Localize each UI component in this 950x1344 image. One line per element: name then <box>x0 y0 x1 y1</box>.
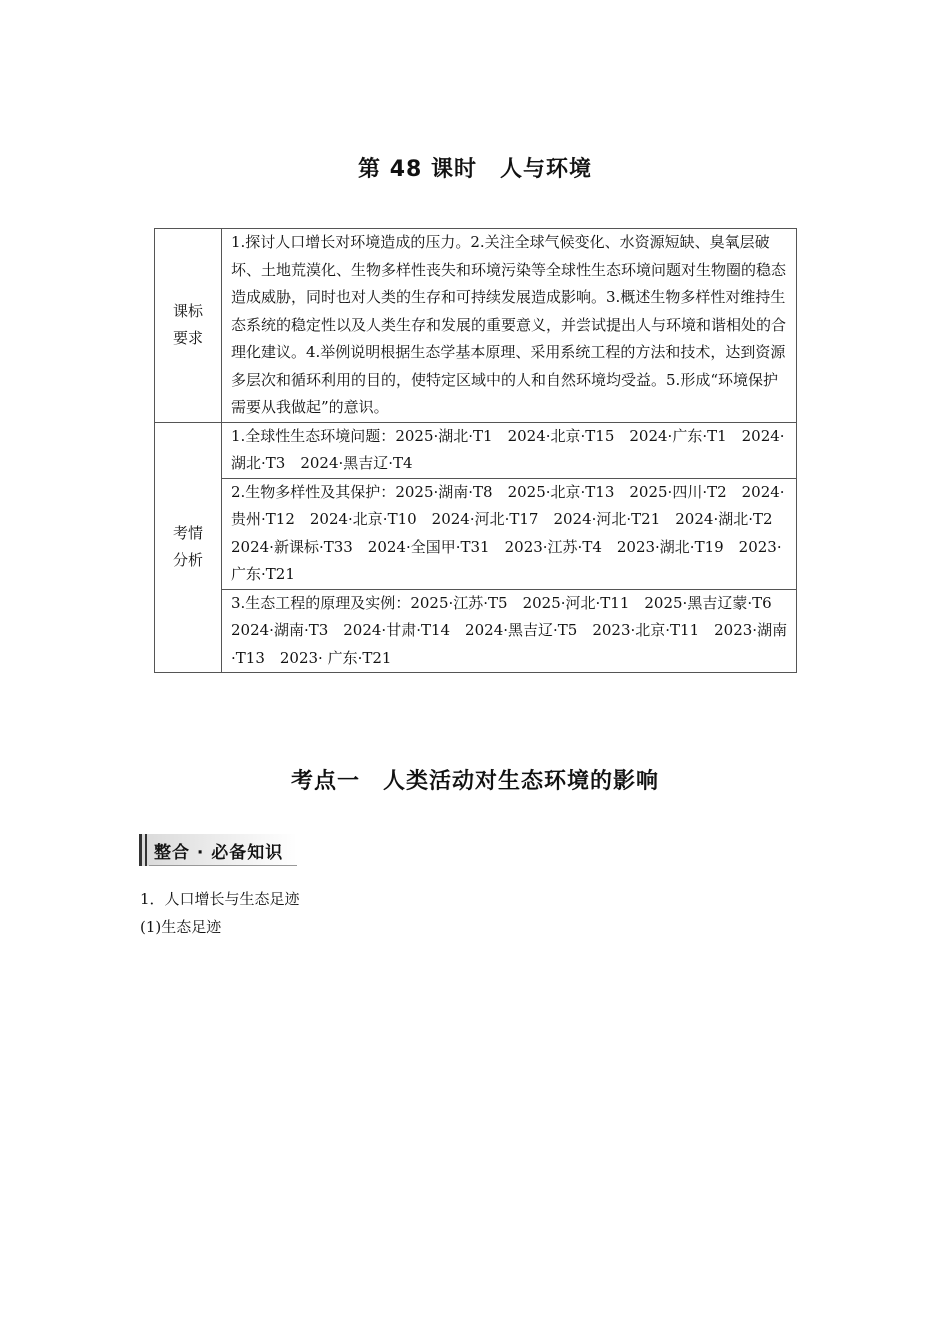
badge-text: 整合 · 必备知识 <box>154 843 284 863</box>
badge-underline <box>149 865 297 866</box>
requirement-label <box>155 229 222 423</box>
analysis-label <box>155 422 222 673</box>
table-row <box>155 589 797 673</box>
table-row <box>155 422 797 478</box>
requirements-table <box>154 228 797 673</box>
section-title: 考点一 人类活动对生态环境的影响 <box>290 769 659 794</box>
item-heading: 1．人口增长与生态足迹 <box>140 890 300 908</box>
table-row <box>155 478 797 589</box>
section-badge <box>139 834 297 866</box>
requirement-label-text: 课标 要求 <box>172 302 203 348</box>
analysis-row-3: 3.生态工程的原理及实例：2025·江苏·T5 2025·河北·T11 2025·黑吉辽蒙·T6 2024·湖南·T3 2024·甘肃·T14 2024·黑吉辽·T5 2023·北京·T11 2023·湖南·T13 2023· 广东·T21 <box>222 589 797 673</box>
analysis-label-text: 考情 分析 <box>172 524 203 570</box>
analysis-row-1: 1.全球性生态环境问题：2025·湖北·T1 2024·北京·T15 2024·广东·T1 2024·湖北·T3 2024·黑吉辽·T4 <box>222 422 797 478</box>
table-row <box>155 229 797 423</box>
badge-bar-icon <box>139 834 142 866</box>
analysis-row-2: 2.生物多样性及其保护：2025·湖南·T8 2025·北京·T13 2025·四川·T2 2024·贵州·T12 2024·北京·T10 2024·河北·T17 2024·河北·T21 2024·湖北·T2 2024·新课标·T33 2024·全国甲·T31 2023·江苏·T4 2023·湖北·T19 2023· 广东·T21 <box>222 478 797 589</box>
page-title: 第 48 课时 人与环境 <box>358 157 592 182</box>
badge-bar-icon <box>145 834 147 866</box>
requirement-text: 1.探讨人口增长对环境造成的压力。2.关注全球气候变化、水资源短缺、臭氧层破坏、土地荒漠化、生物多样性丧失和环境污染等全球性生态环境问题对生物圈的稳态造成威胁，同时也对人类的生存和可持续发展造成影响。3.概述生物多样性对维持生态系统的稳定性以及人类生存和发展的重要意义，并尝试提出人与环境和谐相处的合理化建议。4.举例说明根据生态学基本原理、采用系统工程的方法和技术，达到资源多层次和循环利用的目的，使特定区域中的人和自然环境均受益。5.形成“环境保护需要从我做起”的意识。 <box>222 229 797 423</box>
item-subheading: (1)生态足迹 <box>140 918 222 936</box>
